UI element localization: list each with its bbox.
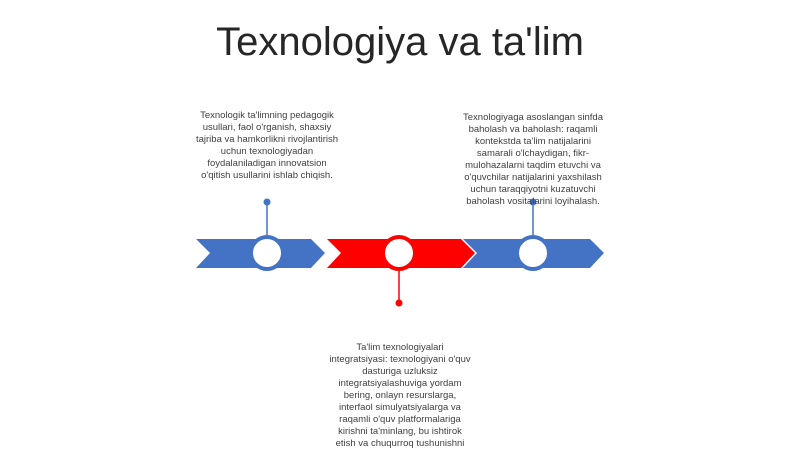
milestone-text-1: Texnologik ta'limning pedagogik usullari, faol o'rganish, shaxsiy tajriba va hamkorlikni rivojlantirish uchun texnologiyadan foydalaniladigan innovatsion o'qitish usullarini ishlab chiqish. — [195, 110, 339, 181]
milestone-ring-2 — [383, 237, 415, 269]
milestone-ring-3 — [517, 237, 549, 269]
connector-dot-3 — [396, 300, 403, 307]
milestone-text-2: Texnologiyaga asoslangan sinfda baholash va baholash: raqamli kontekstda ta'lim natijalarini samarali o'lchaydigan, fikr-mulohazalarni taqdim etuvchi va o'quvchilar natijalarini yaxshilash uchun taraqqiyotni kuzatuvchi baholash vositalarini loyihalash. — [463, 112, 603, 207]
milestone-ring-1 — [251, 237, 283, 269]
connector-dot-1 — [264, 199, 271, 206]
slide-title: Texnologiya va ta'lim — [216, 20, 584, 64]
milestone-text-3: Ta'lim texnologiyalari integratsiyasi: texnologiyani o'quv dasturiga uzluksiz integratsiyalashuviga yordam bering, onlayn resurslarga, interfaol simulyatsiyalarga va raqamli o'quv platformalariga kirishni ta'minlang, bu ishtirok etish va chuqurroq tushunishni — [329, 342, 471, 449]
